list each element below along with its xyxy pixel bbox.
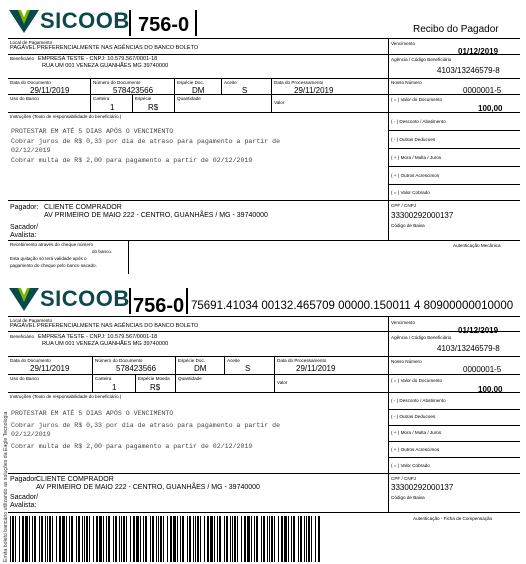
beneficiario-label: Beneficiário [10, 334, 35, 339]
autenticacao-ficha-label: Autenticação - Ficha de Compensação [413, 516, 493, 521]
vencimento-value: 01/12/2019 [458, 47, 499, 56]
especie-doc-value: DM [194, 364, 207, 373]
numero-documento-value: 578423566 [113, 86, 154, 95]
agencia-value: 4103/13246579-8 [437, 344, 500, 353]
sacador-label: Sacador/ [10, 494, 39, 501]
instruction-line: Cobrar multa de R$ 2,00 para pagamento a partir de 02/12/2019 [11, 443, 253, 450]
agencia-value: 4103/13246579-8 [437, 66, 500, 75]
beneficiario-value: EMPRESA TESTE - CNPJ: 10.579.567/0001-18 [38, 334, 158, 340]
aceite-value: S [245, 364, 251, 373]
data-documento-label: Data do Documento [10, 80, 51, 85]
instruction-line: Cobrar juros de R$ 0,33 por dia de atraso para pagamento a partir de [11, 138, 281, 145]
desconto-label: ( - ) Desconto / Abatimento [391, 119, 446, 124]
data-processamento-value: 29/11/2019 [294, 86, 334, 95]
pagador-name: CLIENTE COMPRADOR [36, 476, 114, 483]
cpf-cnpj-label: CPF / CNPJ [391, 476, 417, 481]
nosso-numero-value: 0000001-5 [463, 365, 502, 374]
uso-banco-label: Uso do Banco [10, 96, 39, 101]
data-documento-value: 29/11/2019 [30, 364, 70, 373]
data-processamento-label: Data do Processamento [274, 80, 324, 85]
outras-deducoes-label: ( - ) Outras Deducoes [391, 414, 436, 419]
pagador-label: Pagador [10, 476, 37, 483]
avalista-label: Avalista: [10, 502, 37, 509]
sicoob-logo-icon [8, 8, 40, 34]
uso-banco-label: Uso do Banco [10, 376, 39, 381]
aceite-value: S [242, 86, 248, 95]
outros-acrescimos-label: ( + ) Outros Acrescimos [391, 173, 440, 178]
instruction-line: PROTESTAR EM ATÉ 5 DIAS APÓS O VENCIMENTO [11, 410, 174, 417]
data-documento-label: Data do Documento [10, 358, 51, 363]
logo-wordmark: SICOOB [40, 8, 130, 33]
especie-doc-value: DM [192, 86, 205, 95]
local-pagamento-label: Local de Pagamento [10, 40, 53, 45]
beneficiario-address: RUA UM 001 VENEZA GUANHÃES MG 39740000 [42, 341, 169, 347]
valor-documento-label: ( = ) Valor do Documento [391, 97, 443, 102]
vencimento-value: 01/12/2019 [458, 326, 499, 335]
beneficiario-label: Beneficiário [10, 56, 35, 61]
especie-doc-label: Espécie Doc. [177, 80, 205, 85]
agencia-label: Agência / Código Beneficiário [391, 57, 452, 62]
instruction-line: 02/12/2019 [11, 147, 51, 154]
digitable-line: 75691.41034 00132.465709 00000.150011 4 80900000010000 [191, 300, 514, 312]
barcode [10, 516, 322, 562]
beneficiario-address: RUA UM 001 VENEZA GUANHÃES MG 39740000 [42, 63, 169, 69]
numero-documento-value: 578423566 [116, 364, 157, 373]
valor-cobrado-label: ( = ) Valor Cobrado [391, 190, 430, 195]
receipt-note-line: Recebimento através do cheque número [10, 242, 93, 247]
carteira-label: Carteira [95, 376, 112, 381]
instruction-line: Cobrar juros de R$ 0,33 por dia de atraso para pagamento a partir de [11, 422, 281, 429]
nosso-numero-value: 0000001-5 [463, 86, 502, 95]
data-processamento-value: 29/11/2019 [296, 364, 336, 373]
carteira-label: Carteira [93, 96, 110, 101]
aceite-label: Aceite [224, 80, 237, 85]
instrucoes-label: Instruções (Texto de responsabilidade do beneficiário.) [10, 394, 122, 399]
pagador-name: CLIENTE COMPRADOR [44, 204, 122, 211]
local-pagamento-value: PAGÁVEL PREFERENCIALMENTE NAS AGÊNCIAS DO BANCO BOLETO [10, 323, 199, 329]
valor-documento-value: 100,00 [478, 385, 503, 394]
instruction-line: Cobrar multa de R$ 2,00 para pagamento a partir de 02/12/2019 [11, 157, 253, 164]
local-pagamento-label: Local de Pagamento [10, 318, 53, 323]
vencimento-label: Vencimento [391, 41, 416, 46]
carteira-value: 1 [110, 103, 115, 112]
mora-label: ( + ) Mora / Multa / Juros [391, 430, 442, 435]
valor-label: Valor [274, 100, 285, 105]
beneficiario-value: EMPRESA TESTE - CNPJ: 10.579.567/0001-18 [38, 56, 158, 62]
data-processamento-label: Data do Processamento [277, 358, 327, 363]
especie-value: R$ [150, 383, 161, 392]
receipt-note-line: Esta quitação só terá validade após o [10, 256, 87, 261]
cpf-cnpj-label: CPF / CNPJ [391, 203, 417, 208]
especie-label: Espécie [135, 96, 152, 101]
pagador-label: Pagador: [10, 204, 39, 211]
sicoob-logo [8, 286, 130, 312]
receipt-note-line: pagamento do cheque pelo banco sacado. [10, 263, 97, 268]
sicoob-logo-icon [8, 286, 40, 312]
especie-doc-label: Espécie Doc. [178, 358, 206, 363]
valor-cobrado-label: ( = ) Valor Cobrado [391, 463, 430, 468]
valor-documento-label: ( = ) Valor do Documento [391, 378, 443, 383]
outros-acrescimos-label: ( + ) Outros Acrescimos [391, 447, 440, 452]
pagador-address: AV PRIMEIRO DE MAIO 222 - CENTRO, GUANHÃES / MG - 39740000 [36, 484, 260, 491]
vencimento-label: Vencimento [391, 320, 416, 325]
pagador-address: AV PRIMEIRO DE MAIO 222 - CENTRO, GUANHÃES / MG - 39740000 [44, 212, 268, 219]
quantidade-label: Quantidade [178, 376, 202, 381]
instruction-line: 02/12/2019 [11, 431, 51, 438]
numero-documento-label: Número do Documento [93, 80, 141, 85]
especie-value: R$ [148, 103, 159, 112]
bank-code: 756-0 [133, 295, 185, 317]
cpf-cnpj-value: 33300292000137 [391, 483, 454, 492]
carteira-value: 1 [112, 383, 117, 392]
outras-deducoes-label: ( - ) Outras Deducoes [391, 137, 436, 142]
local-pagamento-value: PAGÁVEL PREFERENCIALMENTE NAS AGÊNCIAS DO BANCO BOLETO [10, 45, 199, 51]
agencia-label: Agência / Código Beneficiário [391, 335, 452, 340]
logo-wordmark: SICOOB [40, 286, 130, 311]
bank-code: 756-0 [138, 14, 190, 36]
mora-label: ( + ) Mora / Multa / Juros [391, 155, 442, 160]
valor-documento-value: 100,00 [478, 104, 503, 113]
valor-label: Valor [277, 380, 288, 385]
instrucoes-label: Instruções (Texto de responsabilidade do beneficiário.) [10, 114, 122, 119]
receipt-title: Recibo do Pagador [413, 24, 499, 35]
nosso-numero-label: Nosso Número [391, 80, 422, 85]
data-documento-value: 29/11/2019 [30, 86, 70, 95]
desconto-label: ( - ) Desconto / Abatimento [391, 398, 446, 403]
cpf-cnpj-value: 33300292000137 [391, 211, 454, 220]
nosso-numero-label: Nosso Número [391, 359, 422, 364]
codigo-baixa-label: Código de Baixa [391, 495, 425, 500]
numero-documento-label: Número do Documento [95, 358, 143, 363]
codigo-baixa-label: Código de Baixa [391, 223, 425, 228]
sicoob-logo [8, 8, 130, 34]
side-text: Emita boleto bancário utilizando as soluções da Eagle Tecnologia [3, 411, 9, 562]
receipt-note-line: do banco. [92, 249, 113, 254]
avalista-label: Avalista: [10, 232, 37, 239]
aceite-label: Aceite [227, 358, 240, 363]
sacador-label: Sacador/ [10, 224, 39, 231]
instruction-line: PROTESTAR EM ATÉ 5 DIAS APÓS O VENCIMENTO [11, 128, 174, 135]
especie-moeda-label: Espécie Moeda [138, 376, 170, 381]
autenticacao-mecanica-label: Autenticação Mecânica [453, 243, 501, 248]
quantidade-label: Quantidade [177, 96, 201, 101]
